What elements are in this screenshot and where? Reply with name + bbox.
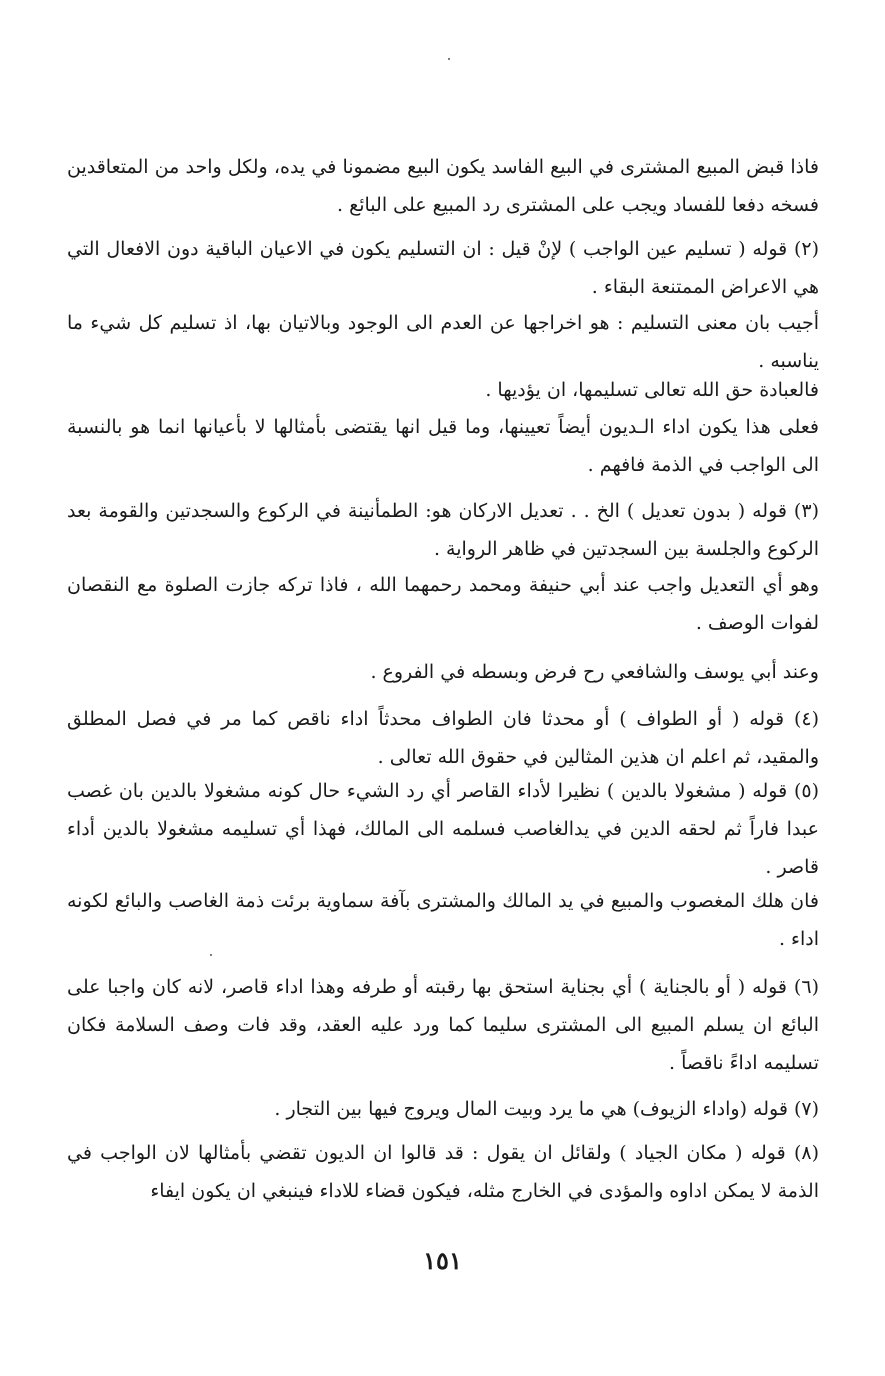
stray-mark-top xyxy=(448,58,450,60)
page-number: ١٥١ xyxy=(423,1246,462,1275)
paragraph-10: (٥) قوله ( مشغولا بالدين ) نظيرا لأداء القاصر أي رد الشيء حال كونه مشغولا بالدين بان غصب عبدا فاراً ثم لحقه الدين في يدالغاصب فسلمه الى المالك، فهذا أي تسليمه مشغولا بالدين أداء قاصر . xyxy=(67,780,819,878)
paragraph-12: (٦) قوله ( أو بالجناية ) أي بجناية استحق بها رقبته أو طرفه وهذا اداء قاصر، لانه كان واجبا على البائع ان يسلم المبيع الى المشترى سليما كما ورد عليه العقد، وقد فات وصف السلامة فكان تسليمه اداءً ناقصاً . xyxy=(67,976,819,1074)
paragraph-14: (٨) قوله ( مكان الجياد ) ولقائل ان يقول : قد قالوا ان الديون تقضي بأمثالها لان الواجب في الذمة لا يمكن اداوه والمؤدى في الخارج مثله، فيكون قضاء للاداء فينبغي ان يكون ايفاء xyxy=(67,1142,819,1202)
paragraph-9: (٤) قوله ( أو الطواف ) أو محدثا فان الطواف محدثاً اداء ناقص كما مر في فصل المطلق والمقيد، ثم اعلم ان هذين المثالين في حقوق الله تعالى . xyxy=(67,708,819,768)
paragraph-13: (٧) قوله (واداء الزيوف) هي ما يرد وبيت المال ويروج فيها بين التجار . xyxy=(274,1098,819,1120)
paragraph-5: فعلى هذا يكون اداء الـديون أيضاً تعيينها، وما قيل انها يقتضى بأمثالها لا بأعيانها انما هو بالنسبة الى الواجب في الذمة فافهم . xyxy=(67,416,819,476)
paragraph-7: وهو أي التعديل واجب عند أبي حنيفة ومحمد رحمهما الله ، فاذا تركه جازت الصلوة مع النقصان لفوات الوصف . xyxy=(67,574,819,634)
paragraph-2: (٢) قوله ( تسليم عين الواجب ) لإنْ قيل : ان التسليم يكون في الاعيان الباقية دون الافعال التي هي الاعراض الممتنعة البقاء . xyxy=(67,238,819,298)
paragraph-11: فان هلك المغصوب والمبيع في يد المالك والمشترى بآفة سماوية برئت ذمة الغاصب والبائع لكونه اداء . xyxy=(67,890,819,950)
paragraph-3: أجيب بان معنى التسليم : هو اخراجها عن العدم الى الوجود وبالاتيان بها، اذ تسليم كل شيء ما يناسبه . xyxy=(67,312,819,372)
paragraph-6: (٣) قوله ( بدون تعديل ) الخ . . تعديل الاركان هو: الطمأنينة في الركوع والسجدتين والقومة بعد الركوع والجلسة بين السجدتين في ظاهر الرواية . xyxy=(67,500,819,560)
stray-mark-middle xyxy=(210,954,212,956)
paragraph-8: وعند أبي يوسف والشافعي رح فرض وبسطه في الفروع . xyxy=(370,661,819,683)
paragraph-1: فاذا قبض المبيع المشترى في البيع الفاسد يكون البيع مضمونا في يده، ولكل واحد من المتعاقدين فسخه دفعا للفساد ويجب على المشترى رد المبيع على البائع . xyxy=(67,156,819,216)
paragraph-4: فالعبادة حق الله تعالى تسليمها، ان يؤديها . xyxy=(485,379,819,401)
